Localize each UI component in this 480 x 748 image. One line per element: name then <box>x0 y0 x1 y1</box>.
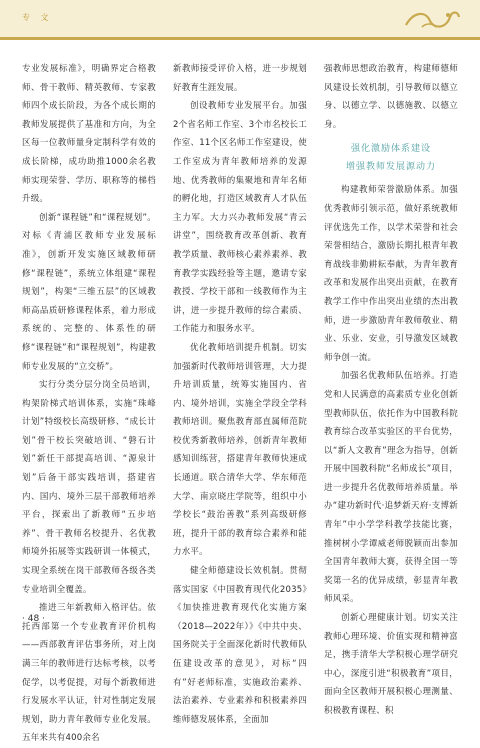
section-heading <box>324 140 458 176</box>
paragraph: 创新心理健康计划。切实关注教师心理环境、价值实现和精神富足，携手清华大学积极心理学研究中心，深度引进“积极教育”项目，面向全区教师开展积极心理测量、积极教育课程、积 <box>324 613 458 716</box>
paragraph: 专业发展标准》，明确界定合格教师、骨干教师、精英教师、专家教师四个成长阶段，为各个成长期的教师发展提供了基准和方向，为全区每一位教师量身定制科学有效的成长阶梯，成功助推1000余名教师实现荣誉、学历、职称等的梯档升级。 <box>22 64 156 205</box>
paragraph: 构建教师荣誉激励体系。加强优秀教师引领示范，做好系统教师评优选先工作，以学术荣誉和社会荣誉相结合，激励长期扎根青年教育战线非勤耕耘奉献，为青年教育改革和发展作出突出贡献，在教育教学工作中作出突出业绩的杰出教师，进一步激励青年教师敬业、精业、乐业、安业，引导激发区域教师争创一流。 <box>324 185 458 363</box>
paragraph: 强教师思想政治教育，构建师德师风建设长效机制，引导教师以德立身、以德立学、以德施教、以德立身。 <box>324 64 458 130</box>
text-column-3 <box>324 60 458 721</box>
section-heading-line-2: 增强教师发展源动力 <box>345 162 436 173</box>
paragraph: 加强名优教师队伍培养。打造党和人民满意的高素质专业化创新型教师队伍，依托作为中国教科院教育综合改革实验区的平台优势，以“新人文教育”理念为指导，创新开展中国教科院“名师成长”项目，进一步提升名优教师培养质量。举办“建功新时代·追梦新天府·支博新青年”中小学学科教学技能比赛，推树树小学谭威老师脱颖而出参加全国青年教师大赛，获得全国一等奖第一名的优异成绩，彰显青年教师风采。 <box>324 371 458 605</box>
paragraph: 实行分类分层分岗全员培训，构架阶梯式培训体系，实施“珠峰计划”特级校长高级研修、“成长计划”骨干校长突破培训、“磐石计划”新任干部提高培训、“源泉计划”后备干部实践培训，搭建省内、国内、境外三层干部教师培养平台，探索出了新教师“五步培养”、骨干教师名校提升、名优教师境外拓展等实践研训一体模式，实现全系统在岗干部教师各级各类专业培训全覆盖。 <box>22 380 156 595</box>
header-divider <box>0 37 480 40</box>
section-header-title: 专 文 <box>22 13 53 22</box>
text-column-2 <box>173 60 307 729</box>
paragraph: 推进三年新教师入格评估。依托西部第一个专业教育评价机构——西部教育评估事务所，对上岗满三年的教师进行达标考核，以考促学，以考促提，对每个新教师进行发展水平认证，针对性制定发展规划，助力青年教师专业化发展。五年来共有400余名 <box>22 603 156 744</box>
dragon-ornament-icon <box>402 7 462 33</box>
paragraph: 创新“课程链”和“课程规划”。对标《青浦区教师专业发展标准》，创新开发实施区域教师研修“课程链”，系统立体组建“课程规划”，构架“三维五层”的区域教师高品质研修课程体系，着力形成系统的、完整的、体系性的研修“课程链”和“课程规划”，构建教师专业发展的“立交桥”。 <box>22 212 156 372</box>
paragraph: 创设教师专业发展平台。加强2个省名师工作室、3个市名校长工作室、11个区名师工作室建设，使工作室成为青年教师培养的发源地、优秀教师的集聚地和青年名师的孵化地，打造区域教育人才队伍主力军。大力兴办教师发展“青云讲堂”，围绕教育改革创新、教育教学质量、教师核心素养素养、教育教学实践经验等主题，邀请专家教授、学校干部和一线教师作为主讲，进一步提升教师的综合素质、工作能力和服务水平。 <box>173 101 307 335</box>
paragraph: 健全师德建设长效机制。贯彻落实国家《中国教育现代化2035》《加快推进教育现代化实施方案（2018—2022年）》《中共中央、国务院关于全面深化新时代教师队伍建设改革的意见》，对标“四有”好老师标准，实施政治素养、法治素养、专业素养和积极素养四维师德发展体系，全面加 <box>173 566 307 725</box>
paragraph: 新教师接受评价入格，进一步规划好教育生涯发展。 <box>173 64 307 93</box>
page-number: · 48 · <box>22 614 45 624</box>
paragraph: 优化教师培训提升机制。切实加强新时代教师培训管理，大力提升培训质量，统筹实施国内、省内、境外培训，实施全学段全学科教师培训。聚焦教育部直属师范院校优秀新教师培养，创新青年教师感知训练营，搭建青年教师快速成长通道。联合清华大学、华东师范大学、南京晓庄学院等，组织中小学校长“鼓治善教”系列高级研修班，提升干部的教育综合素养和能力水平。 <box>173 342 307 558</box>
text-column-1 <box>22 60 156 748</box>
section-heading-line-1: 强化激励体系建设 <box>350 144 431 155</box>
